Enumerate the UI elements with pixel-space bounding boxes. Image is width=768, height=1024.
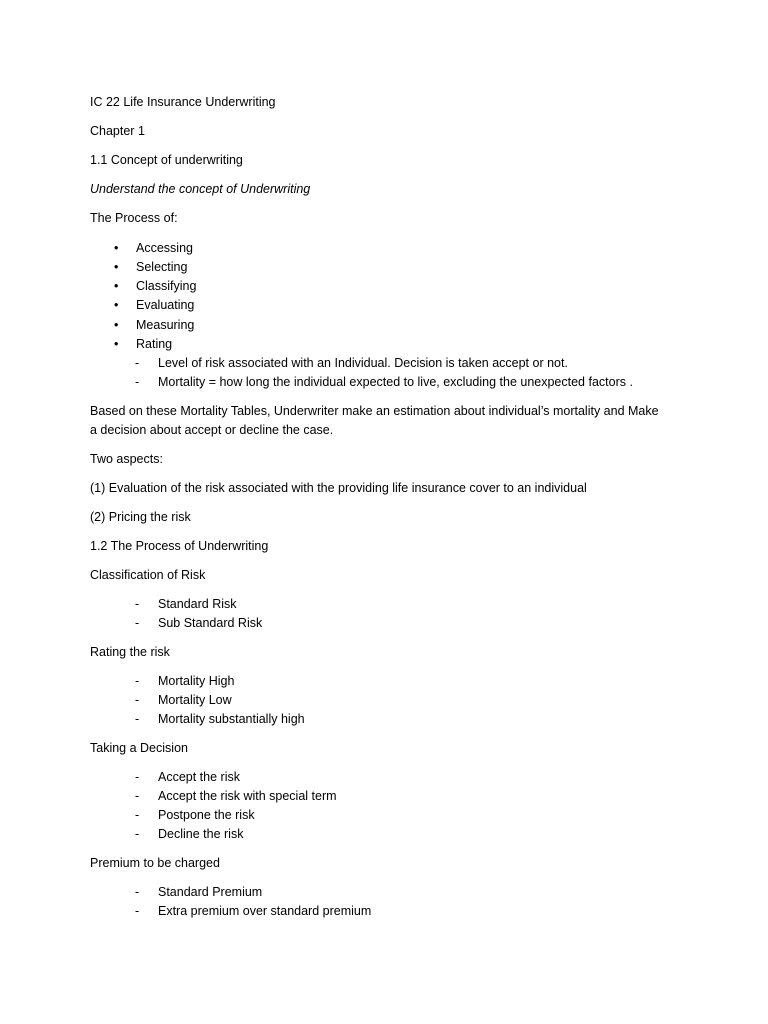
list-item-label: Extra premium over standard premium (158, 904, 372, 918)
process-heading: The Process of: (90, 211, 178, 225)
list-item-label: Standard Risk (158, 597, 237, 611)
bullet-icon: • (114, 318, 119, 332)
dash-marker: - (135, 693, 140, 707)
section-subtitle: Understand the concept of Underwriting (90, 182, 311, 196)
aspect-1: (1) Evaluation of the risk associated with the providing life insurance cover to an individual (90, 481, 587, 495)
list-item-label: Mortality = how long the individual expected to live, excluding the unexpected factors . (158, 375, 633, 389)
dash-marker: - (135, 712, 140, 726)
list-item-label: Postpone the risk (158, 808, 255, 822)
dash-marker: - (135, 827, 140, 841)
list-item-label: Selecting (136, 260, 188, 274)
classification-heading: Classification of Risk (90, 568, 206, 582)
dash-marker: - (135, 770, 140, 784)
list-item-label: Accept the risk with special term (158, 789, 337, 803)
bullet-icon: • (114, 279, 119, 293)
rating-heading: Rating the risk (90, 645, 170, 659)
bullet-icon: • (114, 337, 119, 351)
bullet-icon: • (114, 260, 119, 274)
list-item-label: Sub Standard Risk (158, 616, 263, 630)
bullet-icon: • (114, 241, 119, 255)
list-item-label: Measuring (136, 318, 195, 332)
list-item-label: Accessing (136, 241, 193, 255)
aspects-heading: Two aspects: (90, 452, 163, 466)
chapter-heading: Chapter 1 (90, 124, 145, 138)
document-title: IC 22 Life Insurance Underwriting (90, 95, 276, 109)
mortality-paragraph-line-2: a decision about accept or decline the case. (90, 423, 334, 437)
list-item-label: Classifying (136, 279, 197, 293)
dash-marker: - (135, 904, 140, 918)
list-item-label: Evaluating (136, 298, 195, 312)
list-item-label: Mortality substantially high (158, 712, 305, 726)
list-item-label: Level of risk associated with an Individual. Decision is taken accept or not. (158, 356, 568, 370)
premium-heading: Premium to be charged (90, 856, 220, 870)
list-item-label: Mortality Low (158, 693, 232, 707)
section-heading: 1.1 Concept of underwriting (90, 153, 243, 167)
dash-marker: - (135, 356, 140, 370)
list-item-label: Rating (136, 337, 173, 351)
dash-marker: - (135, 674, 140, 688)
list-item-label: Mortality High (158, 674, 235, 688)
mortality-paragraph-line-1: Based on these Mortality Tables, Underwriter make an estimation about individual’s mortality and Make (90, 404, 659, 418)
decision-heading: Taking a Decision (90, 741, 188, 755)
bullet-icon: • (114, 298, 119, 312)
section-heading: 1.2 The Process of Underwriting (90, 539, 269, 553)
dash-marker: - (135, 375, 140, 389)
dash-marker: - (135, 597, 140, 611)
list-item-label: Standard Premium (158, 885, 263, 899)
dash-marker: - (135, 885, 140, 899)
dash-marker: - (135, 616, 140, 630)
dash-marker: - (135, 789, 140, 803)
list-item-label: Decline the risk (158, 827, 244, 841)
list-item-label: Accept the risk (158, 770, 240, 784)
dash-marker: - (135, 808, 140, 822)
aspect-2: (2) Pricing the risk (90, 510, 191, 524)
